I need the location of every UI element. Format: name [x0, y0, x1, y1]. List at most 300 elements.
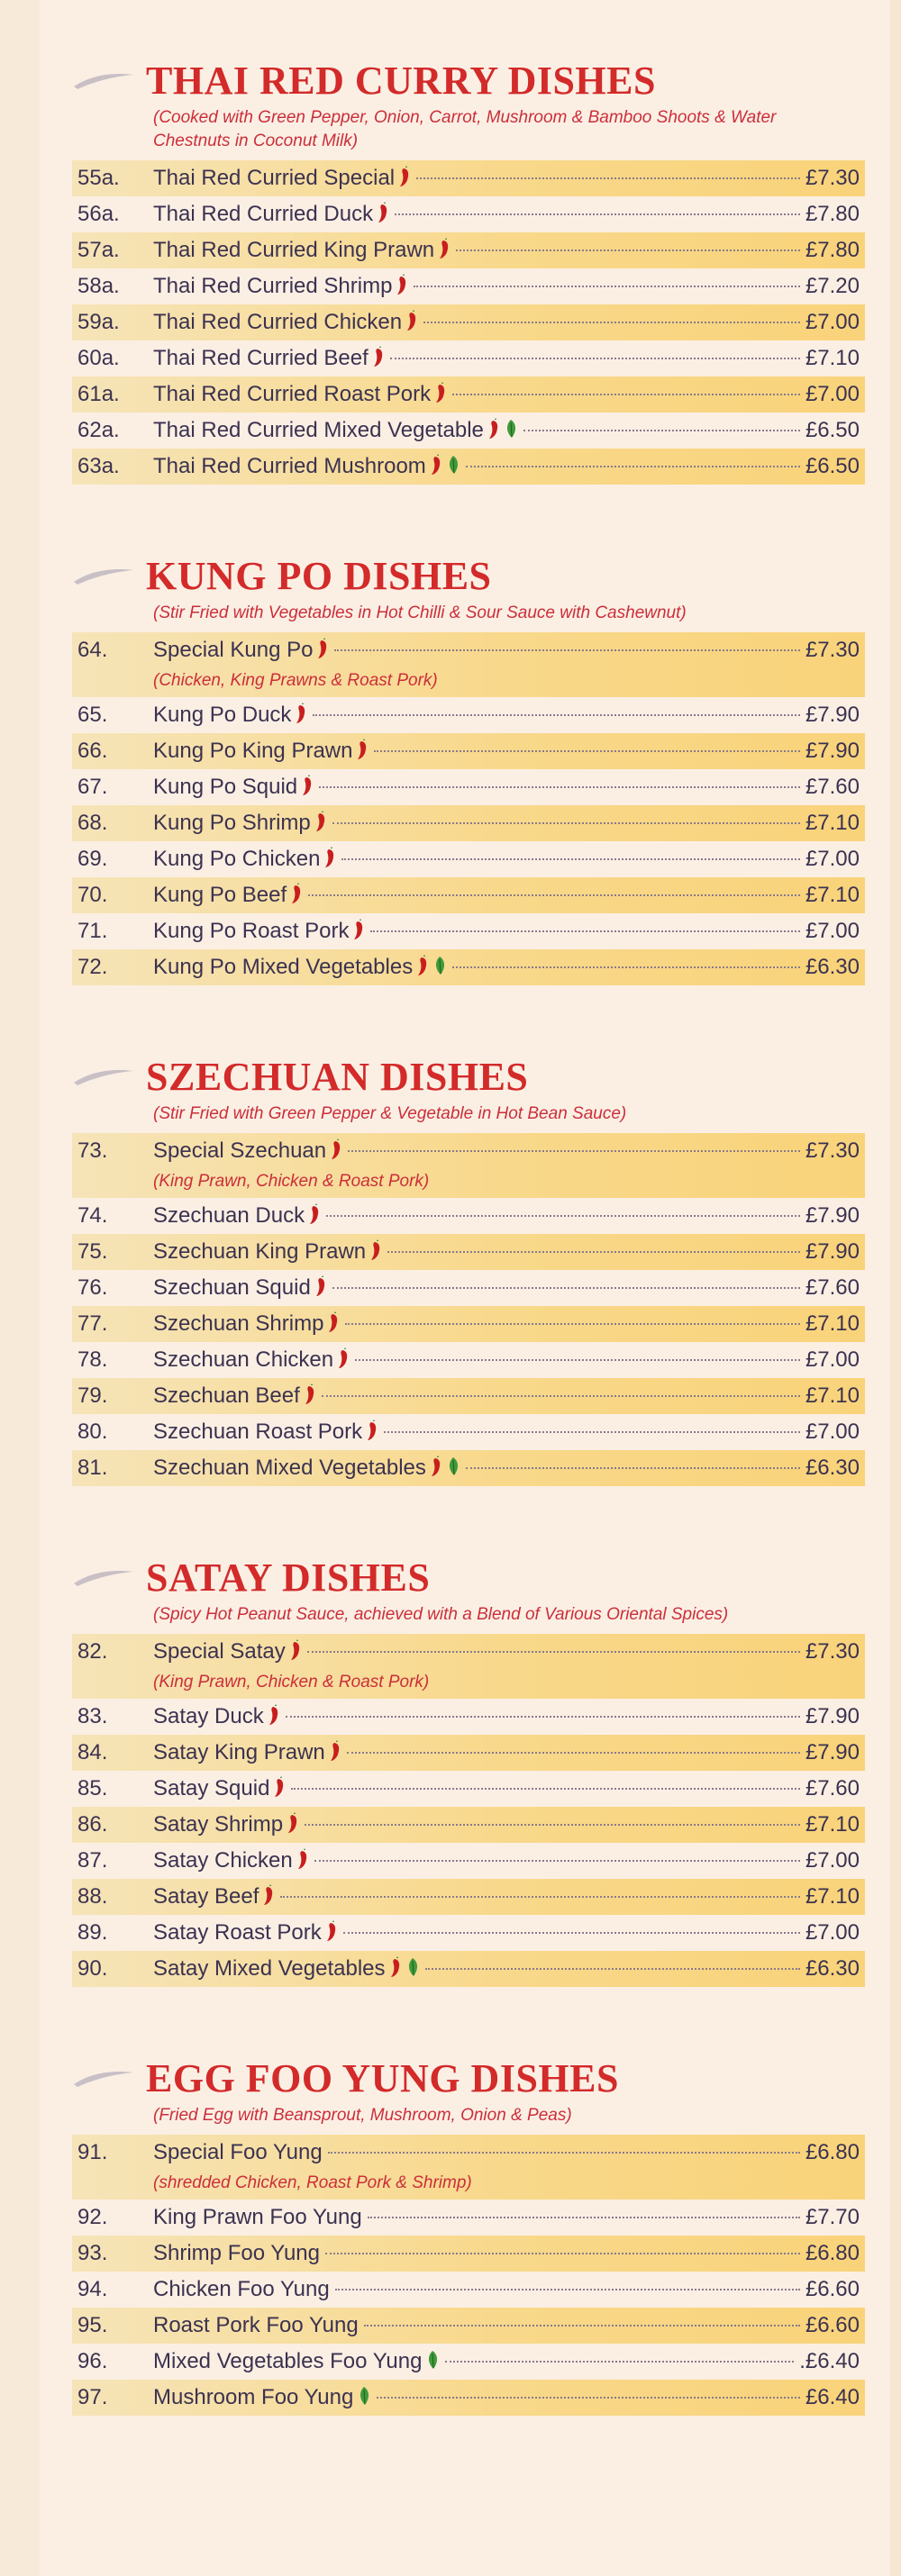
vegetarian-leaf-icon [432, 956, 447, 975]
item-name: Kung Po Duck [153, 703, 292, 727]
item-body [153, 196, 860, 232]
item-price: £6.40 [805, 2385, 860, 2409]
item-name: Thai Red Curried Shrimp [153, 274, 393, 298]
item-number: 57a. [77, 238, 120, 262]
item-line [153, 2236, 860, 2272]
item-icons [300, 1383, 316, 1408]
item-line [153, 268, 860, 304]
item-price: £7.00 [805, 1420, 860, 1444]
menu-item [72, 2344, 865, 2380]
item-name-wrap [153, 805, 327, 841]
item-price: £7.30 [805, 166, 860, 190]
item-price: £6.60 [805, 2313, 860, 2337]
item-name: Chicken Foo Yung [153, 2277, 330, 2301]
menu-item [72, 1634, 865, 1699]
chili-icon [301, 775, 314, 796]
section-header [72, 1551, 865, 1603]
item-icons [323, 1311, 340, 1336]
item-body [153, 2344, 860, 2380]
section-title: SATAY DISHES [146, 1555, 431, 1600]
item-price: .£6.40 [799, 2349, 860, 2373]
item-number: 66. [77, 739, 108, 763]
chili-icon [430, 1456, 442, 1477]
menu-item [72, 1414, 865, 1450]
menu-item [72, 1306, 865, 1342]
item-body [153, 1771, 860, 1807]
item-price: £7.80 [805, 202, 860, 226]
menu-item [72, 1735, 865, 1771]
item-name-wrap [153, 1807, 299, 1843]
item-name: Kung Po Roast Pork [153, 919, 350, 943]
chili-icon [268, 1704, 280, 1726]
item-price: £7.00 [805, 382, 860, 406]
item-line [153, 1699, 860, 1735]
item-name: Thai Red Curried Roast Pork [153, 382, 432, 406]
item-icons [322, 1920, 338, 1945]
item-icons [369, 346, 385, 370]
item-line [153, 1270, 860, 1306]
item-line [153, 632, 860, 668]
item-price: £7.00 [805, 1920, 860, 1945]
item-name: Satay Duck [153, 1704, 264, 1728]
item-subtitle: (Chicken, King Prawns & Roast Pork) [153, 671, 438, 690]
item-price: £6.30 [805, 955, 860, 979]
item-number: 85. [77, 1776, 108, 1800]
item-body [153, 449, 860, 485]
item-price: £7.00 [805, 919, 860, 943]
menu-section-2 [72, 549, 865, 985]
item-name: Shrimp Foo Yung [153, 2241, 321, 2265]
item-number: 61a. [77, 382, 120, 406]
dot-leader [307, 1651, 800, 1653]
menu-section-4 [72, 1551, 865, 1987]
item-name-wrap [153, 1133, 342, 1169]
item-icons [484, 418, 518, 442]
item-body [153, 304, 860, 340]
dot-leader [343, 1932, 800, 1934]
dot-leader [390, 358, 800, 359]
dot-leader [335, 2289, 800, 2290]
menu-section-5 [72, 2052, 865, 2416]
item-body [153, 769, 860, 805]
item-price: £7.10 [805, 1383, 860, 1408]
item-number: 60a. [77, 346, 120, 370]
item-line [153, 449, 860, 485]
item-name: Special Kung Po [153, 638, 314, 662]
item-icons [326, 1138, 342, 1163]
item-subtitle: (shredded Chicken, Roast Pork & Shrimp) [153, 2173, 472, 2192]
chili-icon [337, 1347, 350, 1369]
section-title: SZECHUAN DISHES [146, 1054, 529, 1099]
item-name-wrap [153, 841, 336, 877]
item-icons [353, 2385, 371, 2409]
chili-icon [325, 1920, 338, 1942]
item-number: 74. [77, 1203, 108, 1228]
item-name: Satay Roast Pork [153, 1920, 322, 1945]
item-price: £7.10 [805, 1812, 860, 1837]
item-body [153, 1843, 860, 1879]
swoosh-icon [72, 70, 135, 90]
item-name-wrap [153, 160, 411, 196]
dot-leader [395, 213, 800, 215]
item-number: 55a. [77, 166, 120, 190]
item-line [153, 1807, 860, 1843]
item-name: King Prawn Foo Yung [153, 2205, 362, 2229]
dot-leader [328, 2152, 800, 2154]
item-icons [395, 166, 411, 190]
item-price: £7.90 [805, 1239, 860, 1264]
chili-icon [369, 1239, 382, 1261]
item-name-wrap [153, 1414, 378, 1450]
item-number: 87. [77, 1848, 108, 1873]
item-line [153, 1771, 860, 1807]
item-number: 96. [77, 2349, 108, 2373]
chili-icon [487, 418, 500, 440]
dot-leader [384, 1431, 800, 1433]
section-title: KUNG PO DISHES [146, 553, 492, 598]
item-number: 75. [77, 1239, 108, 1264]
item-name: Szechuan Mixed Vegetables [153, 1456, 426, 1480]
section-title: THAI RED CURRY DISHES [146, 58, 656, 103]
dot-leader [374, 750, 799, 752]
item-price: £6.30 [805, 1456, 860, 1480]
item-icons [352, 739, 369, 763]
chili-icon [329, 1740, 341, 1762]
item-name-wrap [153, 2380, 371, 2416]
item-name: Kung Po Mixed Vegetables [153, 955, 414, 979]
item-price: £7.20 [805, 274, 860, 298]
item-line [153, 805, 860, 841]
item-icons [311, 1275, 327, 1300]
item-price: £7.90 [805, 1203, 860, 1228]
dot-leader [466, 1467, 800, 1469]
dot-leader [326, 1215, 800, 1217]
item-name-wrap [153, 1198, 321, 1234]
item-body [153, 632, 860, 697]
section-title: EGG FOO YUNG DISHES [146, 2055, 619, 2100]
chili-icon [389, 1956, 402, 1978]
item-name: Mushroom Foo Yung [153, 2385, 354, 2409]
chili-icon [289, 1639, 302, 1661]
item-name: Thai Red Curried King Prawn [153, 238, 435, 262]
item-name-wrap [153, 877, 303, 913]
item-line [153, 340, 860, 376]
menu-item [72, 1198, 865, 1234]
menu-item [72, 877, 865, 913]
item-number: 84. [77, 1740, 108, 1764]
item-name-wrap [153, 1771, 286, 1807]
menu-item [72, 1699, 865, 1735]
menu-item [72, 2308, 865, 2344]
item-name: Satay King Prawn [153, 1740, 325, 1764]
item-body [153, 2272, 860, 2308]
section-header [72, 54, 865, 106]
item-icons [311, 811, 327, 835]
item-line [153, 2380, 860, 2416]
item-name: Satay Chicken [153, 1848, 293, 1873]
item-icons [402, 310, 418, 334]
item-price: £6.60 [805, 2277, 860, 2301]
menu-item [72, 413, 865, 449]
menu-item [72, 2200, 865, 2236]
item-icons [413, 955, 447, 979]
item-name: Kung Po Squid [153, 775, 298, 799]
menu-item [72, 1270, 865, 1306]
item-price: £7.00 [805, 310, 860, 334]
item-name-wrap [153, 304, 418, 340]
chili-icon [295, 703, 307, 724]
item-price: £7.00 [805, 847, 860, 871]
item-name-wrap [153, 697, 307, 733]
item-icons [366, 1239, 382, 1264]
item-icons [426, 1456, 460, 1480]
item-price: £7.10 [805, 811, 860, 835]
item-price: £7.90 [805, 739, 860, 763]
item-line [153, 1342, 860, 1378]
item-number: 88. [77, 1884, 108, 1909]
dot-leader [280, 1896, 800, 1898]
item-body [153, 1915, 860, 1951]
item-name: Special Szechuan [153, 1138, 327, 1163]
item-icons [431, 382, 447, 406]
item-number: 68. [77, 811, 108, 835]
item-number: 81. [77, 1456, 108, 1480]
item-name: Satay Squid [153, 1776, 270, 1800]
item-number: 64. [77, 638, 108, 662]
item-line [153, 304, 860, 340]
menu-item [72, 2272, 865, 2308]
menu-item [72, 733, 865, 769]
item-name-wrap [153, 2236, 320, 2272]
page-left-edge [0, 0, 40, 2576]
item-name-wrap [153, 1699, 280, 1735]
item-price: £7.10 [805, 1884, 860, 1909]
item-icons [434, 238, 450, 262]
swoosh-icon [72, 1567, 135, 1587]
menu-item [72, 1771, 865, 1807]
item-line [153, 1843, 860, 1879]
item-line [153, 2272, 860, 2308]
chili-icon [416, 955, 429, 976]
chili-icon [396, 274, 408, 295]
item-price: £7.10 [805, 883, 860, 907]
item-price: £7.60 [805, 1275, 860, 1300]
item-number: 79. [77, 1383, 108, 1408]
item-number: 73. [77, 1138, 108, 1163]
item-price: £7.10 [805, 346, 860, 370]
chili-icon [398, 166, 411, 187]
item-price: £7.90 [805, 1704, 860, 1728]
item-name-wrap [153, 449, 460, 485]
item-name-wrap [153, 1735, 341, 1771]
item-line [153, 196, 860, 232]
item-price: £6.50 [805, 454, 860, 478]
item-icons [392, 274, 408, 298]
item-body [153, 160, 860, 196]
item-body [153, 340, 860, 376]
item-icons [287, 883, 303, 907]
menu-item [72, 841, 865, 877]
item-price: £7.80 [805, 238, 860, 262]
menu-item [72, 805, 865, 841]
item-line [153, 2308, 860, 2344]
item-line [153, 1378, 860, 1414]
chili-icon [262, 1884, 275, 1906]
chili-icon [356, 739, 369, 760]
item-body [153, 913, 860, 949]
item-line [153, 2135, 860, 2171]
item-body [153, 232, 860, 268]
chili-icon [323, 847, 336, 868]
item-body [153, 1378, 860, 1414]
dot-leader [452, 966, 800, 968]
item-body [153, 877, 860, 913]
chili-icon [304, 1383, 316, 1405]
item-number: 94. [77, 2277, 108, 2301]
item-number: 83. [77, 1704, 108, 1728]
vegetarian-leaf-icon [504, 419, 518, 439]
item-name-wrap [153, 2200, 362, 2236]
menu-section-1 [72, 54, 865, 485]
item-body [153, 2200, 860, 2236]
menu-item-list [72, 632, 865, 985]
dot-leader [364, 2325, 800, 2327]
item-price: £6.80 [805, 2140, 860, 2164]
item-price: £7.60 [805, 1776, 860, 1800]
item-number: 70. [77, 883, 108, 907]
item-line [153, 1951, 860, 1987]
item-name-wrap [153, 376, 447, 413]
dot-leader [286, 1716, 800, 1718]
dot-leader [313, 714, 800, 716]
chili-icon [352, 919, 365, 940]
item-name: Thai Red Curried Beef [153, 346, 369, 370]
item-line [153, 1414, 860, 1450]
item-number: 77. [77, 1311, 108, 1336]
item-line [153, 733, 860, 769]
item-number: 76. [77, 1275, 108, 1300]
item-number: 58a. [77, 274, 120, 298]
item-name-wrap [153, 1951, 420, 1987]
dot-leader [425, 1968, 800, 1970]
item-body [153, 1270, 860, 1306]
menu-item [72, 160, 865, 196]
item-number: 59a. [77, 310, 120, 334]
section-description: (Cooked with Green Pepper, Onion, Carrot, Mushroom & Bamboo Shoots & Water Chestnuts in Coconut Milk) [153, 108, 777, 150]
item-line [153, 1133, 860, 1169]
vegetarian-leaf-icon [425, 2350, 440, 2370]
chili-icon [372, 346, 385, 367]
chili-icon [308, 1203, 321, 1225]
dot-leader [377, 2397, 800, 2399]
dot-leader [345, 1323, 800, 1325]
item-name: Special Satay [153, 1639, 286, 1664]
dot-leader [466, 466, 800, 467]
item-price: £6.30 [805, 1956, 860, 1981]
dot-leader [305, 1824, 800, 1826]
menu-item [72, 697, 865, 733]
item-line [153, 1450, 860, 1486]
item-name: Szechuan Beef [153, 1383, 300, 1408]
item-body [153, 2236, 860, 2272]
item-number: 91. [77, 2140, 108, 2164]
swoosh-icon [72, 1066, 135, 1086]
item-icons [305, 1203, 321, 1228]
item-line [153, 1234, 860, 1270]
item-line [153, 1306, 860, 1342]
item-line [153, 769, 860, 805]
dot-leader [314, 1860, 800, 1862]
dot-leader [456, 249, 800, 251]
item-body [153, 805, 860, 841]
item-body [153, 2380, 860, 2416]
menu-section-3 [72, 1050, 865, 1486]
section-header [72, 2052, 865, 2104]
item-body [153, 1342, 860, 1378]
menu-item [72, 1378, 865, 1414]
item-icons [259, 1884, 275, 1909]
item-price: £7.00 [805, 1848, 860, 1873]
item-line [153, 913, 860, 949]
item-body [153, 1306, 860, 1342]
item-name-wrap [153, 1915, 338, 1951]
item-line [153, 1879, 860, 1915]
item-name: Special Foo Yung [153, 2140, 323, 2164]
item-name-wrap [153, 340, 385, 376]
menu-item [72, 232, 865, 268]
item-number: 89. [77, 1920, 108, 1945]
item-name-wrap [153, 1450, 460, 1486]
item-icons [386, 1956, 420, 1981]
item-number: 93. [77, 2241, 108, 2265]
item-number: 95. [77, 2313, 108, 2337]
item-body [153, 733, 860, 769]
dot-leader [319, 786, 800, 788]
dot-leader [452, 394, 800, 395]
item-icons [283, 1812, 299, 1837]
item-number: 69. [77, 847, 108, 871]
menu-item-list [72, 160, 865, 485]
section-description: (Stir Fried with Green Pepper & Vegetable in Hot Bean Sauce) [153, 1104, 627, 1123]
item-line [153, 2200, 860, 2236]
dot-leader [291, 1788, 800, 1790]
item-body [153, 1807, 860, 1843]
menu-item [72, 632, 865, 697]
vegetarian-leaf-icon [446, 455, 460, 475]
section-description: (Stir Fried with Vegetables in Hot Chilli & Sour Sauce with Cashewnut) [153, 603, 687, 622]
item-number: 71. [77, 919, 108, 943]
menu-item [72, 1915, 865, 1951]
menu-item [72, 1843, 865, 1879]
menu-item [72, 449, 865, 485]
vegetarian-leaf-icon [446, 1456, 460, 1476]
menu-item [72, 304, 865, 340]
item-subtitle: (King Prawn, Chicken & Roast Pork) [153, 1673, 430, 1692]
item-name: Kung Po Beef [153, 883, 287, 907]
dot-leader [423, 322, 800, 323]
item-icons [293, 1848, 309, 1873]
section-description: (Fried Egg with Beansprout, Mushroom, Onion & Peas) [153, 2106, 572, 2125]
item-icons [269, 1776, 286, 1800]
menu-item [72, 2236, 865, 2272]
item-line [153, 1735, 860, 1771]
dot-leader [445, 2361, 794, 2363]
section-description: (Spicy Hot Peanut Sauce, achieved with a Blend of Various Oriental Spices) [153, 1605, 729, 1624]
menu-item [72, 2135, 865, 2200]
chili-icon [314, 811, 327, 832]
item-name-wrap [153, 2344, 440, 2380]
item-name-wrap [153, 232, 450, 268]
